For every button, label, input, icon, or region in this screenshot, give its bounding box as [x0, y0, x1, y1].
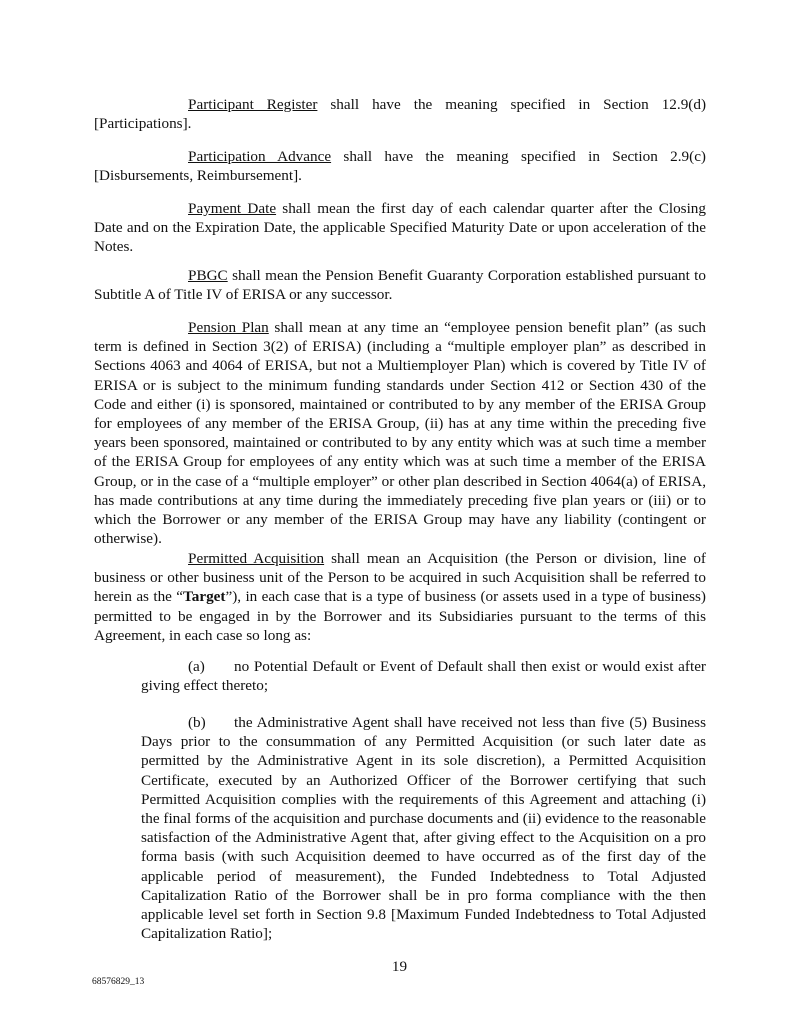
definition-participation-advance — [94, 147, 706, 185]
definition-text-after: ”), in each case that is a type of business (or assets used in a type of business) permitted to be engaged in by the Borrower and its Subsidiaries pursuant to the terms of this Agreement, in each case so long as: — [94, 588, 706, 644]
clause-label: (b) — [188, 714, 206, 731]
defined-term: PBGC — [188, 267, 228, 284]
defined-term: Participation Advance — [188, 148, 332, 165]
definition-text: shall mean at any time an “employee pension benefit plan” (as such term is defined in Section 3(2) of ERISA) (including a “multiple employer plan” as described in Sections 4063 and 4064 of ERISA, but not a Multiemployer Plan) which is covered by Title IV of ERISA or is subject to the minimum funding standards under Section 412 or Section 430 of the Code and either (i) is sponsored, maintained or contributed to by any member of the ERISA Group for employees of any member of the ERISA Group, (ii) has at any time within the preceding five years been sponsored, maintained or contributed to by any entity which was at such time a member of the ERISA Group for employees of any entity which was at such time a member of the ERISA Group, or in the case of a “multiple employer” or other plan described in Section 4064(a) of ERISA, has made contributions at any time during the immediately preceding five plan years or (iii) or to which the Borrower or any member of the ERISA Group may have any liability (contingent or otherwise). — [94, 319, 706, 548]
definition-pbgc — [94, 266, 706, 304]
definition-text: shall mean the Pension Benefit Guaranty Corporation established pursuant to Subtitle A of Title IV of ERISA or any successor. — [94, 267, 706, 304]
definition-text: shall have the meaning specified in Section 12.9(d) [Participations]. — [94, 96, 706, 133]
clause-b — [141, 713, 706, 943]
definition-payment-date — [94, 199, 706, 257]
defined-term: Permitted Acquisition — [188, 550, 325, 567]
definition-permitted-acquisition — [94, 549, 706, 645]
definition-text: shall mean the first day of each calendar quarter after the Closing Date and on the Expiration Date, the applicable Specified Maturity Date or upon acceleration of the Notes. — [94, 200, 706, 256]
definition-pension-plan — [94, 318, 706, 548]
defined-term-target: Target — [183, 588, 226, 606]
defined-term: Payment Date — [188, 200, 277, 217]
defined-term: Pension Plan — [188, 319, 269, 336]
definition-participant-register — [94, 95, 706, 133]
definition-text: shall have the meaning specified in Section 2.9(c) [Disbursements, Reimbursement]. — [94, 148, 706, 185]
clause-a — [141, 657, 706, 695]
clause-text: no Potential Default or Event of Default shall then exist or would exist after giving effect thereto; — [141, 658, 706, 695]
document-id: 68576829_13 — [92, 977, 145, 987]
clause-label: (a) — [188, 658, 205, 675]
clause-text: the Administrative Agent shall have received not less than five (5) Business Days prior to the consummation of any Permitted Acquisition (or such later date as permitted by the Administrative Agent in its sole discretion), a Permitted Acquisition Certificate, executed by an Authorized Officer of the Borrower certifying that such Permitted Acquisition complies with the requirements of this Agreement and attaching (i) the final forms of the acquisition and purchase documents and (ii) evidence to the reasonable satisfaction of the Administrative Agent that, after giving effect to the Acquisition on a pro forma basis (with such Acquisition deemed to have occurred as of the first day of the applicable period of measurement), the Funded Indebtedness to Total Adjusted Capitalization Ratio of the Borrower shall be in pro forma compliance with the then applicable level set forth in Section 9.8 [Maximum Funded Indebtedness to Total Adjusted Capitalization Ratio]; — [141, 714, 706, 943]
definition-text-before: shall mean an Acquisition (the Person or division, line of business or other business unit of the Person to be acquired in such Acquisition shall be referred to herein as the “ — [94, 550, 706, 606]
page-number: 19 — [391, 958, 408, 975]
defined-term: Participant Register — [188, 96, 318, 113]
